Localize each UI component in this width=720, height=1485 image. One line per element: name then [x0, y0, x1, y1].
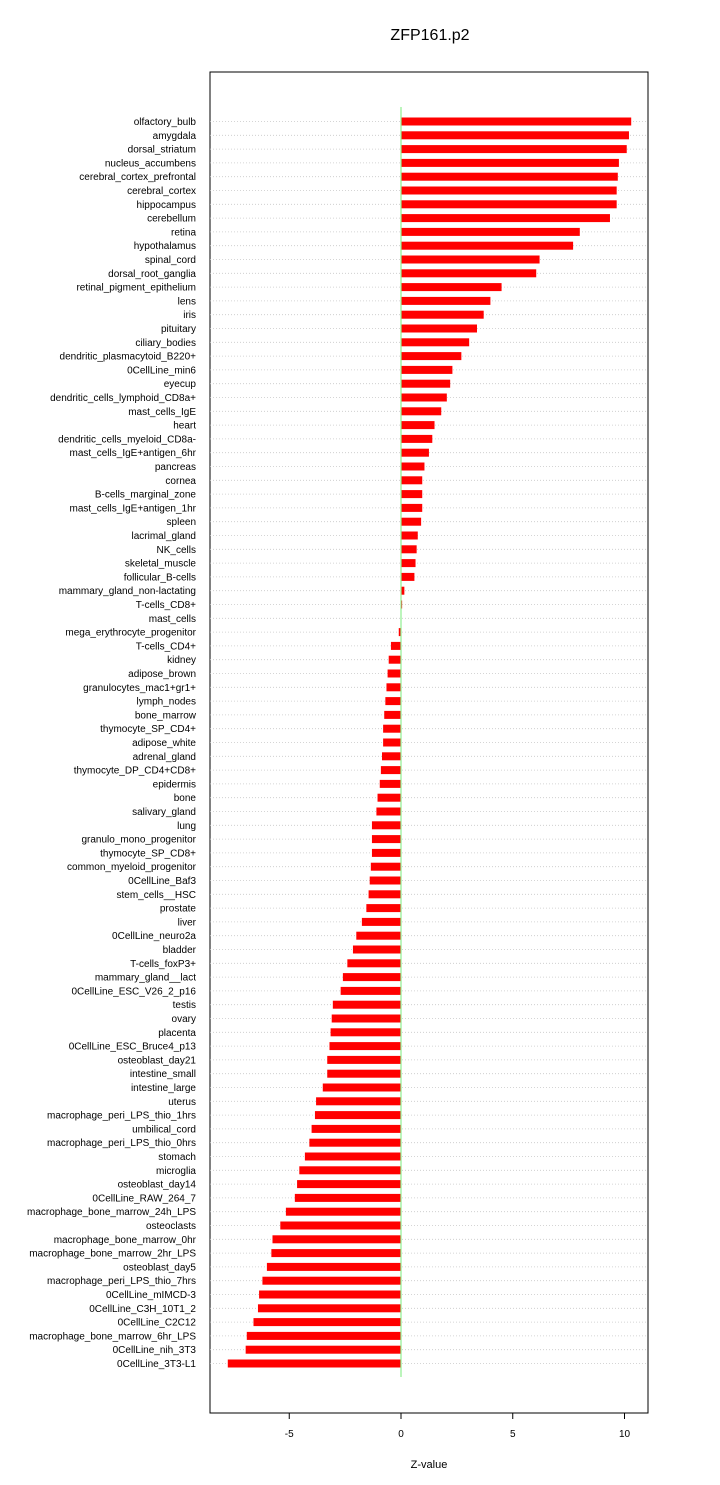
category-label: mammary_gland__lact [94, 972, 196, 984]
bar [329, 1042, 401, 1050]
category-label: common_myeloid_progenitor [67, 862, 196, 874]
bar [385, 697, 401, 705]
category-label: lacrimal_gland [131, 531, 196, 542]
bar [386, 683, 401, 691]
category-label: iris [183, 310, 196, 322]
category-label: bladder [162, 945, 196, 956]
category-labels [27, 117, 197, 1370]
category-label: T-cells_CD8+ [135, 600, 196, 611]
bar [401, 449, 429, 457]
category-label: lymph_nodes [136, 696, 196, 708]
category-label: placenta [158, 1027, 196, 1039]
category-label: dorsal_striatum [127, 144, 196, 156]
bar [401, 228, 580, 236]
category-label: liver [177, 917, 196, 929]
bar [401, 187, 617, 195]
bar [401, 173, 618, 181]
bar [370, 877, 401, 885]
bar [381, 766, 401, 774]
category-label: adrenal_gland [132, 751, 196, 763]
bar [401, 421, 435, 429]
x-axis [285, 1413, 631, 1440]
bar [380, 780, 401, 788]
bar [401, 325, 477, 333]
category-label: B-cells_marginal_zone [94, 489, 196, 501]
category-label: heart [173, 420, 196, 432]
category-label: pituitary [160, 324, 196, 335]
bar [401, 490, 422, 498]
category-label: osteoblast_day5 [123, 1262, 196, 1274]
category-label: uterus [168, 1096, 196, 1108]
category-label: hippocampus [136, 199, 196, 211]
chart-title: ZFP161.p2 [390, 27, 470, 44]
bar [356, 932, 401, 940]
category-label: mast_cells_IgE+antigen_1hr [69, 503, 196, 515]
category-label: macrophage_bone_marrow_0hr [53, 1234, 196, 1246]
bar [228, 1360, 401, 1368]
category-label: osteoclasts [145, 1221, 196, 1232]
category-label: macrophage_peri_LPS_thio_7hrs [47, 1276, 196, 1288]
grid-lines [210, 122, 648, 1364]
category-label: granulocytes_mac1+gr1+ [83, 682, 196, 694]
category-label: epidermis [152, 779, 196, 791]
category-label: microglia [155, 1165, 196, 1177]
x-axis-title: Z-value [410, 1459, 448, 1471]
bar [401, 435, 432, 443]
bar [376, 808, 401, 816]
category-label: dendritic_cells_myeloid_CD8a- [58, 434, 196, 446]
category-label: osteoblast_day21 [117, 1055, 196, 1067]
category-label: cerebellum [147, 213, 196, 225]
x-tick-label: -5 [284, 1429, 294, 1440]
bar [333, 1001, 401, 1009]
category-label: 0CellLine_3T3-L1 [117, 1359, 196, 1370]
bar [388, 670, 401, 678]
bar [401, 476, 422, 484]
category-label: umbilical_cord [132, 1124, 196, 1136]
bar [401, 118, 631, 126]
bar [332, 1015, 401, 1023]
x-tick-label: 10 [618, 1429, 631, 1440]
category-label: 0CellLine_RAW_264_7 [92, 1193, 196, 1205]
category-label: granulo_mono_progenitor [81, 834, 196, 846]
category-label: mast_cells_IgE [128, 406, 196, 418]
category-label: macrophage_peri_LPS_thio_0hrs [47, 1138, 196, 1150]
category-label: dendritic_plasmacytoid_B220+ [59, 351, 196, 363]
category-label: bone [173, 793, 196, 805]
bar [401, 463, 424, 471]
category-label: macrophage_bone_marrow_6hr_LPS [29, 1331, 196, 1343]
bar [286, 1208, 401, 1216]
category-label: 0CellLine_C3H_10T1_2 [89, 1303, 196, 1315]
category-label: thymocyte_DP_CD4+CD8+ [73, 765, 196, 777]
category-label: lung [177, 820, 196, 832]
bar [401, 131, 629, 139]
category-label: 0CellLine_C2C12 [117, 1317, 196, 1329]
category-label: 0CellLine_min6 [127, 365, 196, 377]
bar [372, 849, 401, 857]
bar [378, 794, 401, 802]
bar [305, 1153, 401, 1161]
bar [401, 214, 610, 222]
bar [401, 559, 416, 567]
bar [401, 532, 418, 540]
bar [299, 1166, 401, 1174]
x-tick-label: 0 [398, 1429, 404, 1440]
category-label: mammary_gland_non-lactating [58, 586, 196, 598]
category-label: 0CellLine_Baf3 [128, 876, 196, 887]
category-label: spleen [166, 517, 196, 529]
category-label: adipose_white [132, 738, 196, 749]
bar [401, 256, 540, 264]
bar [327, 1070, 401, 1078]
category-label: lens [177, 296, 196, 308]
bar [401, 394, 447, 402]
bar [343, 973, 401, 981]
bar [331, 1028, 401, 1036]
bar [401, 352, 461, 360]
category-label: stem_cells__HSC [116, 889, 196, 901]
bar [253, 1318, 401, 1326]
bar [247, 1332, 401, 1340]
category-label: T-cells_foxP3+ [130, 958, 196, 970]
category-label: follicular_B-cells [123, 572, 196, 584]
bar [258, 1304, 401, 1312]
bar [341, 987, 401, 995]
category-label: retinal_pigment_epithelium [76, 282, 196, 294]
category-label: bone_marrow [134, 710, 196, 722]
category-label: olfactory_bulb [133, 117, 196, 128]
category-label: nucleus_accumbens [104, 158, 196, 170]
bar [323, 1084, 401, 1092]
category-label: pancreas [154, 462, 196, 473]
bar [383, 725, 401, 733]
category-label: mega_erythrocyte_progenitor [65, 627, 196, 639]
bar [372, 835, 401, 843]
category-label: cornea [165, 475, 196, 487]
category-label: osteoblast_day14 [117, 1179, 196, 1191]
category-label: eyecup [163, 379, 196, 391]
category-label: prostate [159, 903, 196, 915]
category-label: hypothalamus [133, 241, 196, 253]
category-label: skeletal_muscle [124, 558, 196, 570]
category-label: thymocyte_SP_CD4+ [100, 724, 196, 736]
category-label: retina [170, 227, 196, 239]
category-label: macrophage_bone_marrow_2hr_LPS [29, 1248, 196, 1260]
bar [366, 904, 401, 912]
bar [280, 1222, 401, 1230]
bar [246, 1346, 401, 1354]
category-label: adipose_brown [128, 669, 196, 680]
category-label: stomach [158, 1152, 196, 1163]
bar [382, 752, 401, 760]
category-label: spinal_cord [144, 255, 196, 266]
bar [372, 821, 401, 829]
bar [401, 504, 422, 512]
bar [271, 1249, 401, 1257]
bar [401, 200, 617, 208]
category-label: dorsal_root_ganglia [108, 268, 196, 280]
bar [259, 1291, 401, 1299]
category-label: 0CellLine_ESC_V26_2_p16 [71, 986, 196, 998]
bar [401, 242, 573, 250]
category-label: dendritic_cells_lymphoid_CD8a+ [50, 393, 196, 404]
bar [309, 1139, 401, 1147]
bar [312, 1125, 401, 1133]
bar [267, 1263, 401, 1271]
category-label: kidney [167, 655, 196, 667]
bar [401, 297, 490, 305]
category-label: amygdala [152, 130, 196, 142]
category-label: mast_cells_IgE+antigen_6hr [69, 448, 196, 460]
category-label: macrophage_peri_LPS_thio_1hrs [47, 1110, 196, 1122]
bar [353, 946, 401, 954]
category-label: intestine_large [130, 1083, 196, 1094]
bar [401, 366, 452, 374]
category-label: mast_cells [148, 613, 196, 625]
category-label: 0CellLine_ESC_Bruce4_p13 [68, 1041, 196, 1053]
bar [315, 1111, 401, 1119]
bar [401, 518, 421, 526]
bar [384, 711, 401, 719]
category-label: ciliary_bodies [135, 337, 196, 349]
category-label: 0CellLine_neuro2a [112, 931, 196, 943]
bar [401, 407, 441, 415]
category-label: 0CellLine_nih_3T3 [112, 1345, 196, 1357]
bar [295, 1194, 401, 1202]
bar [391, 642, 401, 650]
bar [327, 1056, 401, 1064]
bar [401, 283, 502, 291]
bar [371, 863, 401, 871]
category-label: 0CellLine_mIMCD-3 [105, 1290, 196, 1301]
category-label: NK_cells [156, 544, 196, 556]
category-label: salivary_gland [132, 807, 196, 818]
bar [262, 1277, 401, 1285]
bar [401, 573, 414, 581]
category-label: macrophage_bone_marrow_24h_LPS [26, 1207, 196, 1219]
bar [272, 1235, 401, 1243]
category-label: testis [172, 1000, 196, 1012]
bar [369, 890, 401, 898]
x-tick-label: 5 [509, 1429, 516, 1440]
category-label: thymocyte_SP_CD8+ [100, 848, 196, 860]
category-label: intestine_small [129, 1069, 196, 1081]
bar [401, 145, 627, 153]
bar [383, 739, 401, 747]
category-label: cerebral_cortex_prefrontal [79, 172, 196, 184]
category-label: T-cells_CD4+ [135, 641, 196, 653]
bar [362, 918, 401, 926]
bar [389, 656, 401, 664]
bar [401, 269, 536, 277]
bar [401, 159, 619, 167]
category-label: cerebral_cortex [127, 186, 196, 197]
bar [316, 1097, 401, 1105]
bar [401, 380, 450, 388]
bar [401, 545, 417, 553]
bar [347, 959, 401, 967]
bar [401, 338, 469, 346]
bar [401, 311, 484, 319]
bar [297, 1180, 401, 1188]
category-label: ovary [171, 1014, 196, 1025]
